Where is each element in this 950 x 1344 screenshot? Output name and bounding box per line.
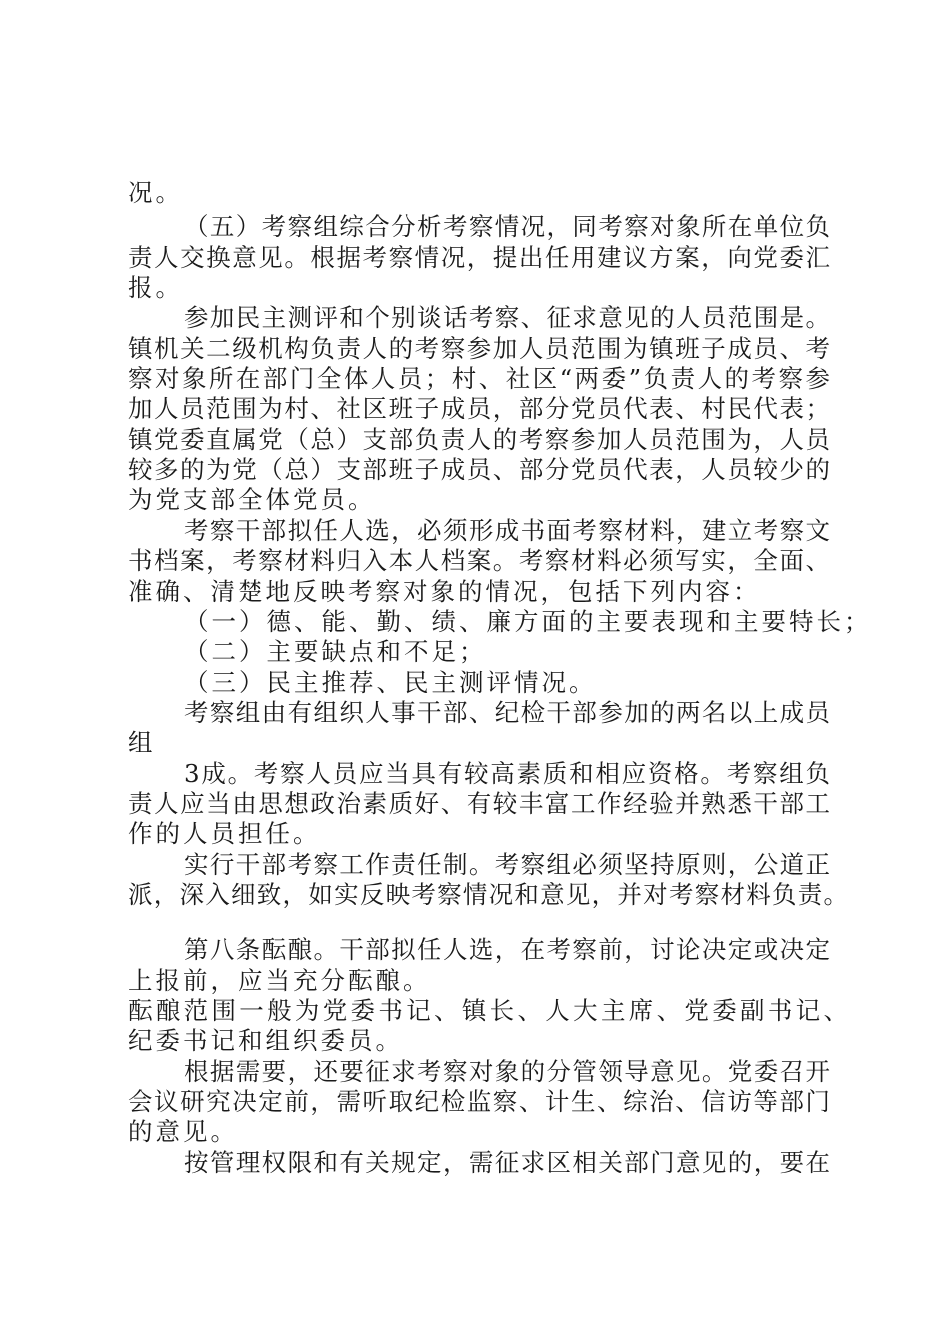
text-line: 3成。考察人员应当具有较高素质和相应资格。考察组负 — [184, 759, 830, 788]
text-line: 察对象所在部门全体人员；村、社区“两委”负责人的考察参 — [128, 364, 830, 393]
text-line: （一）德、能、勤、绩、廉方面的主要表现和主要特长； — [184, 607, 872, 636]
text-line: 根据需要，还要征求考察对象的分管领导意见。党委召开 — [184, 1057, 830, 1086]
text-line: 考察组由有组织人事干部、纪检干部参加的两名以上成员 — [184, 698, 830, 727]
text-line: 按管理权限和有关规定，需征求区相关部门意见的，要在 — [184, 1148, 830, 1177]
text-line: 第八条酝酿。干部拟任人选，在考察前，讨论决定或决定 — [184, 935, 830, 964]
text-line: 责人交换意见。根据考察情况，提出任用建议方案，向党委汇 — [128, 243, 830, 272]
text-line: 加人员范围为村、社区班子成员，部分党员代表、村民代表； — [128, 394, 830, 423]
text-line: 镇机关二级机构负责人的考察参加人员范围为镇班子成员、考 — [128, 334, 830, 363]
text-line: 书档案，考察材料归入本人档案。考察材料必须写实，全面、 — [128, 546, 830, 575]
text-line: 酝酿范围一般为党委书记、镇长、人大主席、党委副书记、 — [128, 996, 848, 1025]
text-line: 作的人员担任。 — [128, 819, 321, 848]
text-line: （二）主要缺点和不足； — [184, 637, 487, 666]
text-line: （五）考察组综合分析考察情况，同考察对象所在单位负 — [184, 212, 830, 241]
text-line: 为党支部全体党员。 — [128, 485, 376, 514]
text-line: 报。 — [128, 273, 183, 302]
text-line: 镇党委直属党（总）支部负责人的考察参加人员范围为，人员 — [128, 425, 830, 454]
text-line: 纪委书记和组织委员。 — [128, 1026, 403, 1055]
text-line: 派，深入细致，如实反映考察情况和意见，并对考察材料负责。 — [128, 880, 848, 909]
text-line: 考察干部拟任人选，必须形成书面考察材料，建立考察文 — [184, 516, 830, 545]
text-line: 组 — [128, 728, 156, 757]
text-line: 参加民主测评和个别谈话考察、征求意见的人员范围是。 — [184, 303, 830, 332]
text-line: （三）民主推荐、民主测评情况。 — [184, 668, 597, 697]
text-line: 会议研究决定前，需听取纪检监察、计生、综治、信访等部门 — [128, 1087, 830, 1116]
text-line: 上报前，应当充分酝酿。 — [128, 966, 431, 995]
text-line: 责人应当由思想政治素质好、有较丰富工作经验并熟悉干部工 — [128, 789, 830, 818]
text-line: 况。 — [128, 178, 183, 207]
text-line: 的意见。 — [128, 1117, 238, 1146]
text-line: 准确、清楚地反映考察对象的情况，包括下列内容： — [128, 577, 761, 606]
text-line: 实行干部考察工作责任制。考察组必须坚持原则，公道正 — [184, 850, 830, 879]
text-line: 较多的为党（总）支部班子成员、部分党员代表，人员较少的 — [128, 455, 830, 484]
